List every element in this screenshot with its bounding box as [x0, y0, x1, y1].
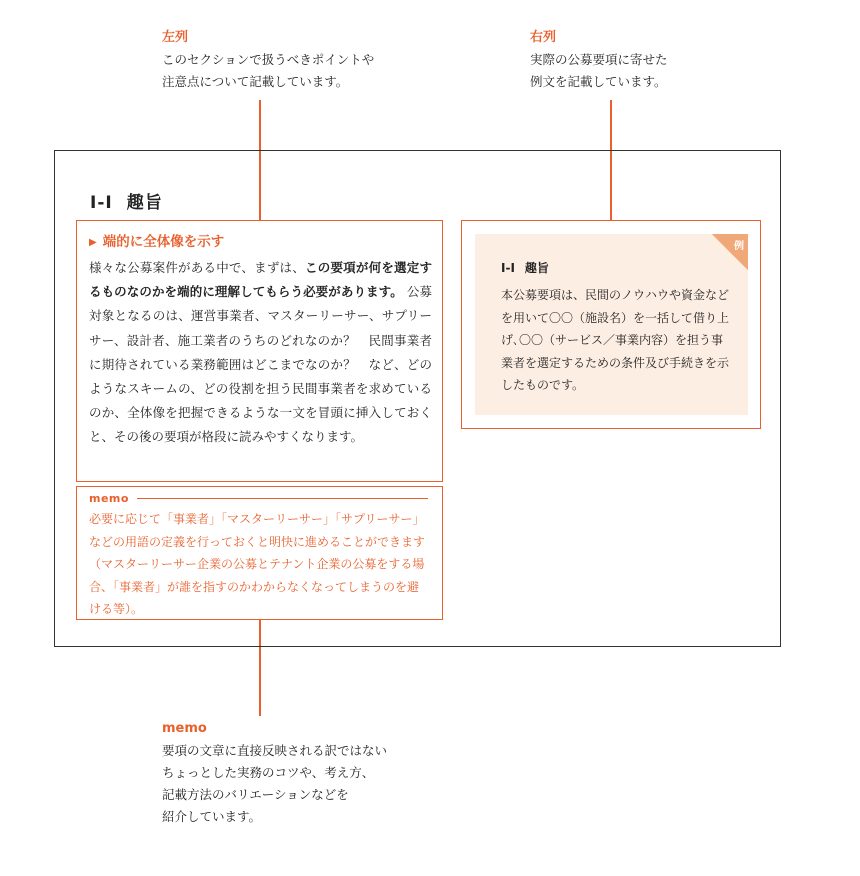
- memo-callout-text: 要項の文章に直接反映される訳ではない ちょっとした実務のコツや、考え方、 記載方法のバリエーションなどを 紹介しています。: [162, 743, 388, 824]
- left-column-box: [76, 220, 443, 482]
- section-number: I-I: [90, 193, 113, 213]
- triangle-bullet-icon: ▶: [89, 237, 97, 248]
- right-column-callout-title: 右列: [530, 30, 557, 45]
- left-box-body-intro: 様々な公募案件がある中で、まずは、: [89, 260, 305, 275]
- left-column-callout-text: このセクションで扱うべきポイントや 注意点について記載しています。: [162, 52, 375, 89]
- example-heading: [501, 259, 549, 276]
- example-number: I-I: [501, 261, 515, 275]
- right-column-callout-text: 実際の公募要項に寄せた 例文を記載しています。: [530, 52, 668, 89]
- example-badge-label: 例: [734, 241, 744, 252]
- memo-body: 必要に応じて「事業者」「マスターリーサー」「サプリーサー」などの用語の定義を行っておくと明快に進めることができます（マスターリーサー企業の公募とテナント企業の公募をする場合、「事業者」が誰を指すのかわからなくなってしまうのを避ける等）。: [89, 512, 426, 616]
- example-body: 本公募要項は、民間のノウハウや資金などを用いて〇〇（施設名）を一括して借り上げ､〇〇（サービス／事業内容）を担う事業者を選定するための条件及び手続きを示したものです。: [501, 288, 730, 392]
- memo-box: [76, 486, 443, 620]
- left-box-body: [89, 256, 432, 450]
- left-column-callout: [162, 27, 374, 93]
- left-column-callout-title: 左列: [162, 30, 189, 45]
- right-column-box: [461, 220, 761, 429]
- memo-callout: [162, 718, 387, 828]
- example-corner-badge: [712, 234, 748, 270]
- right-column-callout: [530, 27, 668, 93]
- memo-title: memo: [89, 491, 129, 505]
- left-box-body-rest: 公募対象となるのは、運営事業者、マスターリーサー、サプリーサー、設計者、施工業者のうちのどれなのか？ 民間事業者に期待されている業務範囲はどこまでなのか？ など、どのようなスキームの、どの役割を担う民間事業者を求めているのか、全体像を把握できるような一文を冒頭に挿入しておくと、その後の要項が格段に読みやすくなります。: [89, 284, 432, 445]
- memo-callout-title: memo: [162, 721, 207, 736]
- section-heading: [90, 188, 163, 213]
- left-box-heading-text: 端的に全体像を示す: [102, 234, 225, 250]
- left-box-heading: [89, 231, 432, 254]
- section-title: 趣旨: [126, 193, 163, 213]
- left-box-body-emphasis: この要項が何を選定するものなのかを端的に理解してもらう必要があります。: [89, 260, 432, 300]
- example-title: 趣旨: [524, 261, 549, 275]
- example-card: [475, 234, 748, 415]
- memo-title-rule: [137, 498, 428, 499]
- memo-title-row: [89, 490, 430, 506]
